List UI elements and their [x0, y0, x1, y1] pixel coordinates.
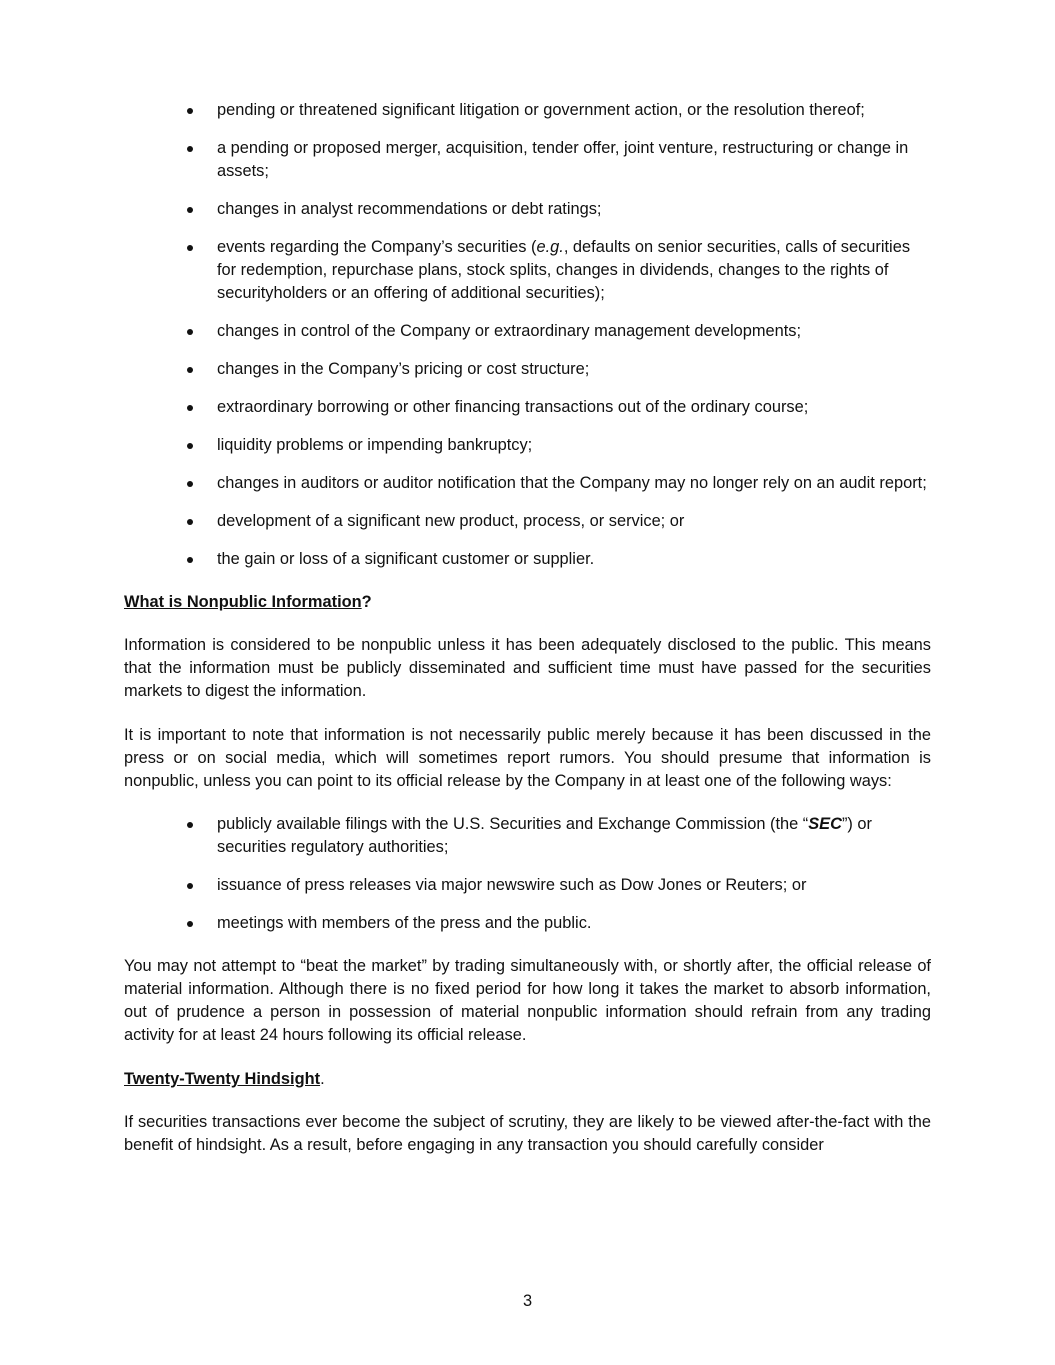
list-item: the gain or loss of a significant customer or supplier.	[217, 548, 931, 571]
list-item-italic: e.g.	[536, 238, 564, 256]
list-item	[217, 813, 931, 859]
list-item: extraordinary borrowing or other financing transactions out of the ordinary course;	[217, 396, 931, 419]
paragraph-hindsight: If securities transactions ever become the subject of scrutiny, they are likely to be viewed after-the-fact with the benefit of hindsight. As a result, before engaging in any transaction you should carefully consider	[124, 1113, 931, 1154]
list-item-text: publicly available filings with the U.S. Securities and Exchange Commission (the “	[217, 815, 809, 833]
list-item: changes in the Company’s pricing or cost structure;	[217, 358, 931, 381]
paragraph-public-release: It is important to note that information is not necessarily public merely because it has been discussed in the press or on social media, which will sometimes report rumors. You should presume that information is nonpublic, unless you can point to its official release by the Company in at least one of the following ways:	[124, 726, 931, 790]
list-item-text: events regarding the Company’s securities (	[217, 238, 537, 256]
section-heading-suffix: ?	[361, 593, 372, 611]
paragraph-beat-the-market: You may not attempt to “beat the market” by trading simultaneously with, or shortly after, the official release of material information. Although there is no fixed period for how long it takes the market to absorb information, out of prudence a person in possession of material nonpublic information should refrain from any trading activity for at least 24 hours following its official release.	[124, 957, 931, 1044]
list-item: pending or threatened significant litigation or government action, or the resolution thereof;	[217, 99, 931, 122]
list-item: changes in auditors or auditor notification that the Company may no longer rely on an audit report;	[217, 472, 931, 495]
list-item: development of a significant new product, process, or service; or	[217, 510, 931, 533]
page-content	[124, 99, 931, 1178]
official-release-ways-list	[124, 813, 931, 935]
list-item-text: , defaults on senior securities, calls of securities for redemption, repurchase plans, stock splits, changes in dividends, changes to the rights of securityholders or an offering of additional securities);	[217, 238, 911, 302]
list-item: a pending or proposed merger, acquisition, tender offer, joint venture, restructuring or change in assets;	[217, 137, 931, 183]
material-events-list	[124, 99, 931, 571]
list-item: issuance of press releases via major newswire such as Dow Jones or Reuters; or	[217, 874, 931, 897]
list-item: changes in analyst recommendations or debt ratings;	[217, 198, 931, 221]
list-item: changes in control of the Company or extraordinary management developments;	[217, 320, 931, 343]
defined-term-sec: SEC	[808, 815, 842, 833]
list-item	[217, 236, 931, 305]
list-item: liquidity problems or impending bankruptcy;	[217, 434, 931, 457]
section-heading-text: What is Nonpublic Information	[124, 593, 362, 611]
section-heading-nonpublic	[124, 591, 931, 614]
list-item: meetings with members of the press and the public.	[217, 912, 931, 935]
section-heading-text: Twenty-Twenty Hindsight	[124, 1070, 321, 1088]
section-heading-suffix: .	[320, 1070, 325, 1088]
list-item-text: ”) or securities regulatory authorities;	[217, 815, 872, 856]
page-number: 3	[522, 1292, 533, 1310]
section-heading-hindsight	[124, 1068, 931, 1091]
paragraph-nonpublic-definition: Information is considered to be nonpublic unless it has been adequately disclosed to the public. This means that the information must be publicly disseminated and sufficient time must have passed for the securities markets to digest the information.	[124, 636, 931, 700]
